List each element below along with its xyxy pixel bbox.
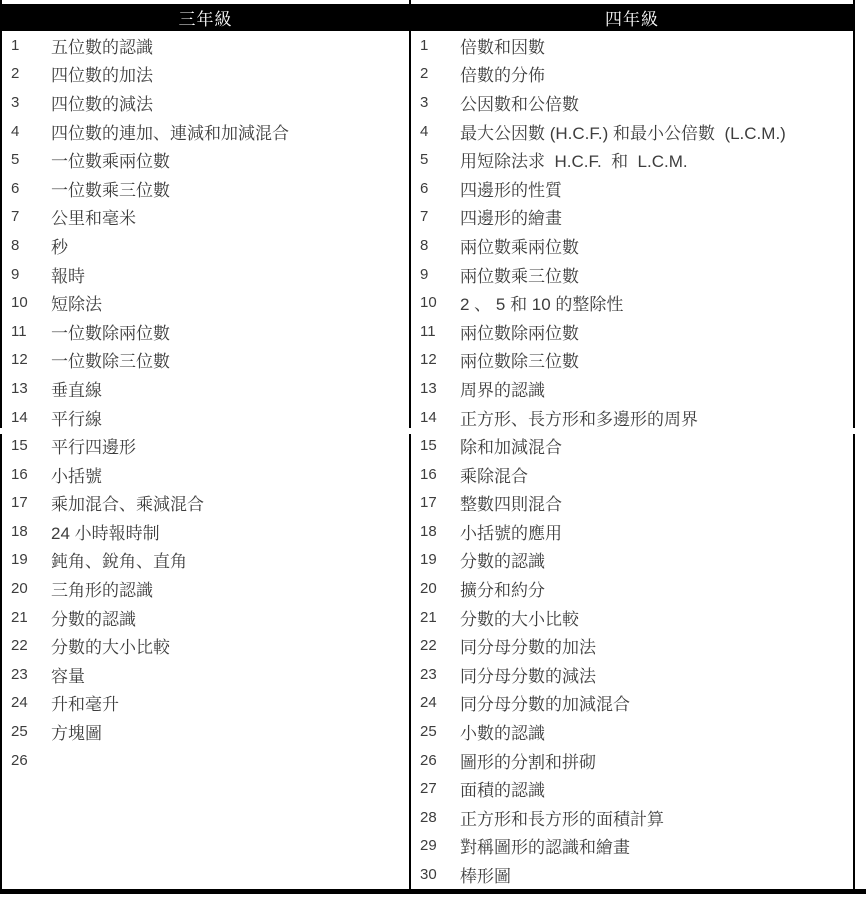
row-title: 小數的認識 — [460, 724, 545, 744]
row-title: 兩位數除三位數 — [460, 352, 579, 372]
table-row — [411, 489, 853, 518]
row-title: 一位數乘兩位數 — [51, 152, 170, 172]
row-number: 16 — [11, 465, 28, 483]
row-number: 24 — [420, 694, 437, 712]
row-title: 正方形和長方形的面積計算 — [460, 809, 664, 829]
row-number: 26 — [420, 751, 437, 769]
row-number: 20 — [11, 580, 28, 598]
row-title: 四位數的加法 — [51, 66, 153, 86]
border-gap-left — [0, 428, 2, 434]
row-number: 3 — [420, 93, 429, 111]
row-title: 周界的認識 — [460, 380, 545, 400]
row-title: 公里和毫米 — [51, 209, 136, 229]
table-row — [411, 746, 853, 775]
table-row — [411, 832, 853, 861]
row-title: 垂直線 — [51, 380, 102, 400]
row-title: 分數的認識 — [51, 609, 136, 629]
row-title: 最大公因數 (H.C.F.) 和最小公倍數 (L.C.M.) — [460, 123, 786, 143]
row-title: 分數的認識 — [460, 552, 545, 572]
row-number: 22 — [420, 637, 437, 655]
row-title: 報時 — [51, 266, 85, 286]
row-title: 五位數的認識 — [51, 37, 153, 57]
row-number: 22 — [11, 637, 28, 655]
row-number: 25 — [420, 723, 437, 741]
row-title: 擴分和約分 — [460, 581, 545, 601]
table-row — [411, 288, 853, 317]
row-title: 2 、 5 和 10 的整除性 — [460, 295, 624, 315]
row-title: 四位數的減法 — [51, 94, 153, 114]
row-number: 8 — [420, 236, 429, 254]
table-row — [411, 774, 853, 803]
row-title: 兩位數除兩位數 — [460, 323, 579, 343]
row-number: 30 — [420, 866, 437, 884]
grade3-column — [0, 0, 411, 889]
row-number: 18 — [420, 522, 437, 540]
table-row — [411, 203, 853, 232]
table-row — [411, 546, 853, 575]
table-row — [411, 689, 853, 718]
row-number: 5 — [11, 151, 20, 169]
table-row — [411, 803, 853, 832]
row-number: 28 — [420, 808, 437, 826]
row-title: 對稱圖形的認識和繪畫 — [460, 838, 630, 858]
row-title: 整數四則混合 — [460, 495, 562, 515]
row-number: 14 — [11, 408, 28, 426]
table-bottom-border — [0, 889, 866, 894]
row-number: 10 — [420, 294, 437, 312]
row-number: 9 — [11, 265, 20, 283]
row-title: 除和加減混合 — [460, 438, 562, 458]
table-row — [2, 403, 409, 432]
table-row — [2, 603, 409, 632]
row-title: 公因數和公倍數 — [460, 94, 579, 114]
row-number: 13 — [11, 379, 28, 397]
row-number: 5 — [420, 151, 429, 169]
table-row — [411, 403, 853, 432]
row-number: 14 — [420, 408, 437, 426]
table-row — [411, 374, 853, 403]
table-row — [411, 717, 853, 746]
row-number: 12 — [11, 351, 28, 369]
row-number: 10 — [11, 294, 28, 312]
grade3-header-label: 三年級 — [178, 10, 233, 29]
table-row — [2, 631, 409, 660]
table-row — [2, 546, 409, 575]
table-row — [411, 317, 853, 346]
row-title: 一位數除兩位數 — [51, 323, 170, 343]
row-title: 短除法 — [51, 295, 102, 315]
row-title: 兩位數乘兩位數 — [460, 237, 579, 257]
table-row — [2, 317, 409, 346]
table-row — [2, 145, 409, 174]
row-title: 用短除法求 H.C.F. 和 L.C.M. — [460, 152, 688, 172]
grade3-header — [2, 4, 409, 31]
table-row — [411, 574, 853, 603]
table-row — [411, 517, 853, 546]
border-gap-divider — [409, 428, 413, 434]
row-title: 秒 — [51, 237, 68, 257]
table-row — [411, 431, 853, 460]
table-row — [411, 117, 853, 146]
row-number: 21 — [420, 608, 437, 626]
table-row — [2, 31, 409, 60]
row-title: 兩位數乘三位數 — [460, 266, 579, 286]
row-number: 9 — [420, 265, 429, 283]
row-number: 11 — [420, 322, 436, 340]
row-title: 同分母分數的加減混合 — [460, 695, 630, 715]
table-row — [2, 203, 409, 232]
table-row — [411, 860, 853, 889]
row-number: 13 — [420, 379, 437, 397]
table-row — [2, 431, 409, 460]
row-title: 三角形的認識 — [51, 581, 153, 601]
row-number: 6 — [420, 179, 429, 197]
row-title: 平行線 — [51, 409, 102, 429]
table-row — [2, 174, 409, 203]
row-title: 一位數除三位數 — [51, 352, 170, 372]
row-title: 方塊圖 — [51, 724, 102, 744]
row-title: 升和毫升 — [51, 695, 119, 715]
row-number: 21 — [11, 608, 28, 626]
row-number: 23 — [11, 665, 28, 683]
row-title: 鈍角、銳角、直角 — [51, 552, 187, 572]
table-row — [2, 374, 409, 403]
row-title: 乘除混合 — [460, 466, 528, 486]
row-number: 2 — [420, 65, 429, 83]
row-title: 四邊形的繪畫 — [460, 209, 562, 229]
row-title: 面積的認識 — [460, 781, 545, 801]
table-row — [2, 489, 409, 518]
row-number: 16 — [420, 465, 437, 483]
table-row — [411, 260, 853, 289]
row-title: 容量 — [51, 666, 85, 686]
table-row — [2, 346, 409, 375]
table-row — [2, 88, 409, 117]
table-row — [2, 460, 409, 489]
row-number: 15 — [11, 437, 28, 455]
row-number: 4 — [11, 122, 20, 140]
grade4-column — [411, 0, 855, 889]
row-number: 15 — [420, 437, 437, 455]
row-number: 11 — [11, 322, 27, 340]
row-title: 24 小時報時制 — [51, 523, 160, 543]
row-title: 正方形、長方形和多邊形的周界 — [460, 409, 698, 429]
row-title: 同分母分數的減法 — [460, 666, 596, 686]
grade4-header-label: 四年級 — [605, 10, 659, 29]
table-row — [2, 660, 409, 689]
row-title: 一位數乘三位數 — [51, 180, 170, 200]
row-title: 四邊形的性質 — [460, 180, 562, 200]
row-number: 6 — [11, 179, 20, 197]
row-number: 8 — [11, 236, 20, 254]
row-number: 29 — [420, 837, 437, 855]
border-gap-right — [853, 428, 857, 434]
row-title: 倍數和因數 — [460, 37, 545, 57]
table-row — [411, 231, 853, 260]
table-row — [2, 574, 409, 603]
row-title: 乘加混合、乘減混合 — [51, 495, 204, 515]
table-row — [2, 231, 409, 260]
table-row — [411, 346, 853, 375]
row-number: 7 — [11, 208, 20, 226]
row-number: 12 — [420, 351, 437, 369]
table-row — [2, 689, 409, 718]
row-number: 23 — [420, 665, 437, 683]
table-row — [411, 603, 853, 632]
row-number: 19 — [11, 551, 28, 569]
table-row — [2, 117, 409, 146]
grade4-header — [411, 4, 853, 31]
grade4-topic-list — [411, 31, 853, 889]
row-number: 1 — [11, 36, 20, 54]
table-row — [2, 746, 409, 775]
grade3-topic-list — [2, 31, 409, 774]
table-row — [2, 60, 409, 89]
table-row — [411, 88, 853, 117]
row-title: 分數的大小比較 — [460, 609, 579, 629]
row-title: 小括號 — [51, 466, 102, 486]
row-title: 平行四邊形 — [51, 438, 136, 458]
table-row — [411, 145, 853, 174]
row-number: 20 — [420, 580, 437, 598]
row-number: 18 — [11, 522, 28, 540]
table-row — [2, 717, 409, 746]
row-title: 小括號的應用 — [460, 523, 562, 543]
row-title: 同分母分數的加法 — [460, 638, 596, 658]
table-row — [411, 31, 853, 60]
row-number: 3 — [11, 93, 20, 111]
row-number: 17 — [11, 494, 28, 512]
table-row — [411, 174, 853, 203]
row-number: 25 — [11, 723, 28, 741]
table-row — [411, 631, 853, 660]
row-number: 2 — [11, 65, 20, 83]
row-title: 四位數的連加、連減和加減混合 — [51, 123, 289, 143]
row-number: 24 — [11, 694, 28, 712]
table-row — [2, 288, 409, 317]
row-title: 棒形圖 — [460, 867, 511, 887]
row-number: 27 — [420, 780, 437, 798]
table-row — [411, 660, 853, 689]
row-number: 19 — [420, 551, 437, 569]
table-row — [2, 260, 409, 289]
table-row — [2, 517, 409, 546]
row-number: 4 — [420, 122, 429, 140]
row-number: 7 — [420, 208, 429, 226]
table-row — [411, 460, 853, 489]
row-title: 圖形的分割和拼砌 — [460, 752, 596, 772]
row-title: 分數的大小比較 — [51, 638, 170, 658]
row-number: 26 — [11, 751, 28, 769]
table-row — [411, 60, 853, 89]
row-number: 17 — [420, 494, 437, 512]
row-number: 1 — [420, 36, 429, 54]
row-title: 倍數的分佈 — [460, 66, 545, 86]
